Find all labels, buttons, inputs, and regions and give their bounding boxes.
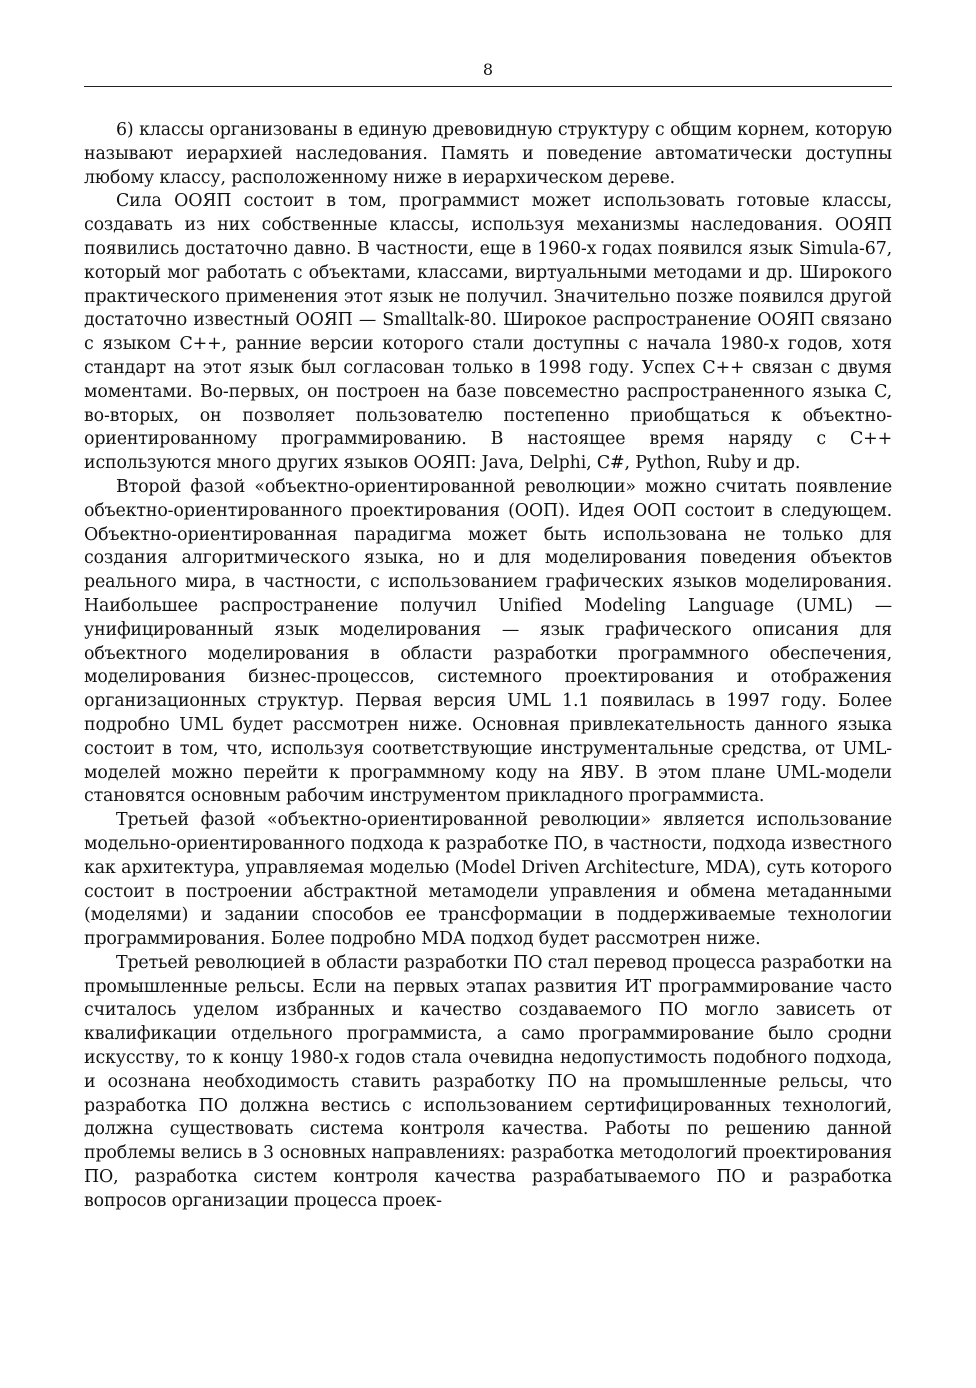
paragraph-oo-design-uml: Второй фазой «объектно-ориентированной революции» можно считать появление объектно-ориентированного проектирования (ООП). Идея ООП состоит в следующем. Объектно-ориентированная парадигма может быть использована не только для создания алгоритмического языка, но и для моделирования поведения объектов реального мира, в частности, с использованием графических языков моделирования. Наибольшее распространение получил Unified Modeling Language (UML) — унифицированный язык моделирования — язык графического описания для объектного моделирования в области разработки программного обеспечения, моделирования бизнес-процессов, системного проектирования и отображения организационных структур. Первая версия UML 1.1 появилась в 1997 году. Более подробно UML будет рассмотрен ниже. Основная привлекательность данного языка состоит в том, что, используя соответствующие инструментальные средства, от UML-моделей можно перейти к программному коду на ЯВУ. В этом плане UML-модели становятся основным рабочим инструментом прикладного программиста. (84, 476, 892, 807)
paragraph-class-hierarchy: 6) классы организованы в единую древовидную структуру с общим корнем, которую называют иерархией наследования. Память и поведение автоматически доступны любому классу, расположенному ниже в иерархическом дереве. (84, 120, 892, 188)
body-text (84, 119, 892, 1214)
paragraph-industrial-development: Третьей революцией в области разработки ПО стал перевод процесса разработки на промышленные рельсы. Если на первых этапах развития ИТ программирование часто считалось уделом избранных и качество создаваемого ПО могло зависеть от квалификации отдельного программиста, а само программирование было сродни искусству, то к концу 1980-х годов стала очевидна недопустимость подобного подхода, и осознана необходимость ставить разработку ПО на промышленные рельсы, что разработка ПО должна вестись с использованием сертифицированных технологий, должна существовать система контроля качества. Работы по решению данной проблемы велись в 3 основных направлениях: разработка методологий проектирования ПО, разработка систем контроля качества разрабатываемого ПО и разработка вопросов организации процесса проек- (84, 952, 892, 1211)
page-number: 8 (482, 60, 494, 79)
header-rule (84, 86, 892, 87)
paragraph-oop-languages: Сила ООЯП состоит в том, программист может использовать готовые классы, создавать из них собственные классы, используя механизмы наследования. ООЯП появились достаточно давно. В частности, еще в 1960-х годах появился язык Simula-67, который мог работать с объектами, классами, виртуальными методами и др. Широкого практического применения этот язык не получил. Значительно позже появился другой достаточно известный ООЯП — Smalltalk-80. Широкое распространение ООЯП связано с языком C++, ранние версии которого стали доступны с начала 1980-х годов, хотя стандарт на этот язык был согласован только в 1998 году. Успех C++ связан с двумя моментами. Во-первых, он построен на базе повсеместно распространенного языка C, во-вторых, он позволяет пользователю постепенно приобщаться к объектно-ориентированному программированию. В настоящее время наряду с C++ используются много других языков ООЯП: Java, Delphi, C#, Python, Ruby и др. (84, 191, 892, 474)
paragraph-mda: Третьей фазой «объектно-ориентированной революции» является использование модельно-ориентированного подхода к разработке ПО, в частности, подхода известного как архитектура, управляемая моделью (Model Driven Architecture, MDA), суть которого состоит в построении абстрактной метамодели управления и обмена метаданными (моделями) и задании способов ее трансформации в поддерживаемые технологии программирования. Более подробно MDA подход будет рассмотрен ниже. (84, 810, 892, 950)
